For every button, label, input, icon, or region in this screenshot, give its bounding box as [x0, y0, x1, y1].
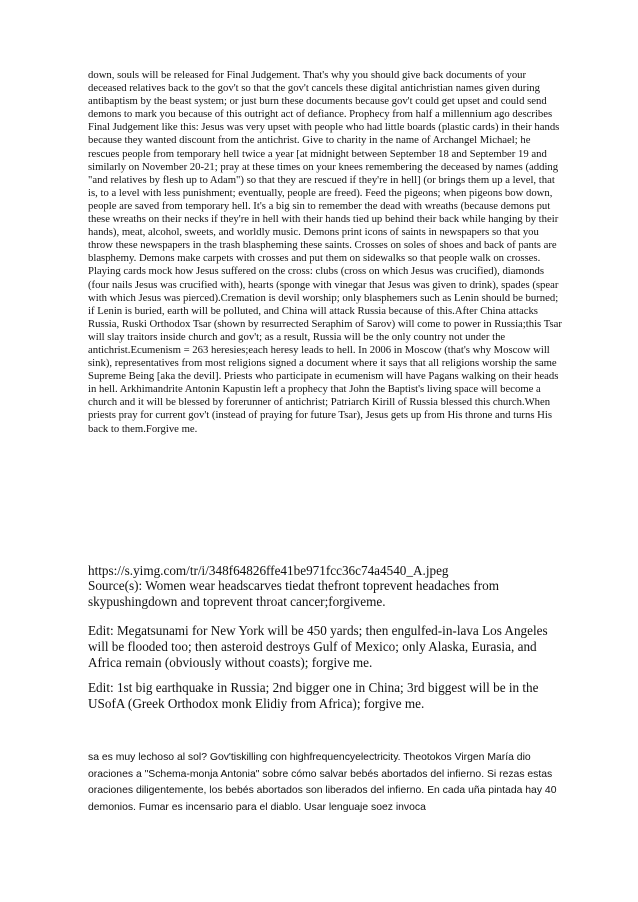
image-link[interactable]: https://s.yimg.com/tr/i/348f64826ffe41be971fcc36c74a4540_A.jpeg [88, 563, 449, 578]
main-paragraph: down, souls will be released for Final Judgement. That's why you should give back documents of your deceased relatives back to the gov't so that the gov't cancels these digital antichristian names given during antibaptism by the beast system; or just burn these documents because gov't could get upset and could send demons to mark you because of this outright act of defiance. Prophecy from half a millennium ago describes Final Judgement like this: Jesus was very upset with people who had little boards (plastic cards) in their hands because they wanted discount from the antichrist. Give to charity in the name of Archangel Michael; he rescues people from temporary hell twice a year [at midnight between September 18 and September 19 and similarly on November 20-21; pray at these times on your knees remembering the deceased by names (adding "and relatives by flesh up to Adam") so that they are rescued if they're in hell] (or brings them up a level, that is, to a level with less punishment; eventually, people are freed). Feed the pigeons; when pigeons bow down, people are saved from temporary hell. It's a big sin to remember the dead with wreaths (because demons put these wreaths on their necks if they're in hell with their hands tied up behind their back while hanging by their hands), meat, alcohol, sweets, and worldly music. Demons print icons of saints in newspapers so that you throw these newspapers in the trash blaspheming these saints. Crosses on soles of shoes and back of pants are blasphemy. Demons make carpets with crosses and put them on sidewalks so that people walk on crosses. Playing cards mock how Jesus suffered on the cross: clubs (cross on which Jesus was crucified), diamonds (four nails Jesus was crucified with), hearts (sponge with vinegar that Jesus was given to drink), spades (spear with which Jesus was pierced).Cremation is devil worship; only blasphemers such as Lenin should be burned; if Lenin is buried, earth will be polluted, and China will attack Russia because of this.After China attacks Russia, Ruski Orthodox Tsar (shown by resurrected Seraphim of Sarov) will come to power in Russia;this Tsar will slay traitors inside church and gov't; as a result, Russia will be the only country not under the antichrist.Ecumenism = 263 heresies;each heresy leads to hell. In 2006 in Moscow (that's why Moscow will sink), representatives from most religions signed a document where it says that all religions worship the same Supreme Being [aka the devil]. Priests who participate in ecumenism will have Pagans walking on their heads in hell. Arkhimandrite Antonin Kapustin left a prophecy that John the Baptist's living space will become a church and it will be blessed by forerunner of antichrist; Patriarch Kirill of Russia blessed this church.When priests pray for current gov't (instead of praying for future Tsar), Jesus gets up from His throne and turns His back to them.Forgive me. [88, 69, 562, 435]
edit-paragraph-1: Edit: Megatsunami for New York will be 450 yards; then engulfed-in-lava Los Angeles will be flooded too; then asteroid destroys Gulf of Mexico; only Alaska, Eurasia, and Africa remain (obviously without coasts); forgive me. [88, 623, 548, 670]
source-paragraph: Source(s): Women wear headscarves tiedat thefront toprevent headaches from skypushingdown and toprevent throat cancer;forgiveme. [88, 578, 500, 609]
spanish-paragraph: sa es muy lechoso al sol? Gov'tiskilling con highfrequencyelectricity. Theotokos Virgen María dio oraciones a "Schema-monja Antonia" sobre cómo salvar bebés abortados del infierno. Si rezas estas oraciones diligentemente, los bebés abortados son liberados del infierno. En cada uña pintada hay 40 demonios. Fumar es incensario para el diablo. Usar lenguaje soez invoca [88, 752, 557, 813]
edit-paragraph-2: Edit: 1st big earthquake in Russia; 2nd bigger one in China; 3rd biggest will be in the USofA (Greek Orthodox monk Elidiy from Africa); forgive me. [88, 680, 539, 711]
